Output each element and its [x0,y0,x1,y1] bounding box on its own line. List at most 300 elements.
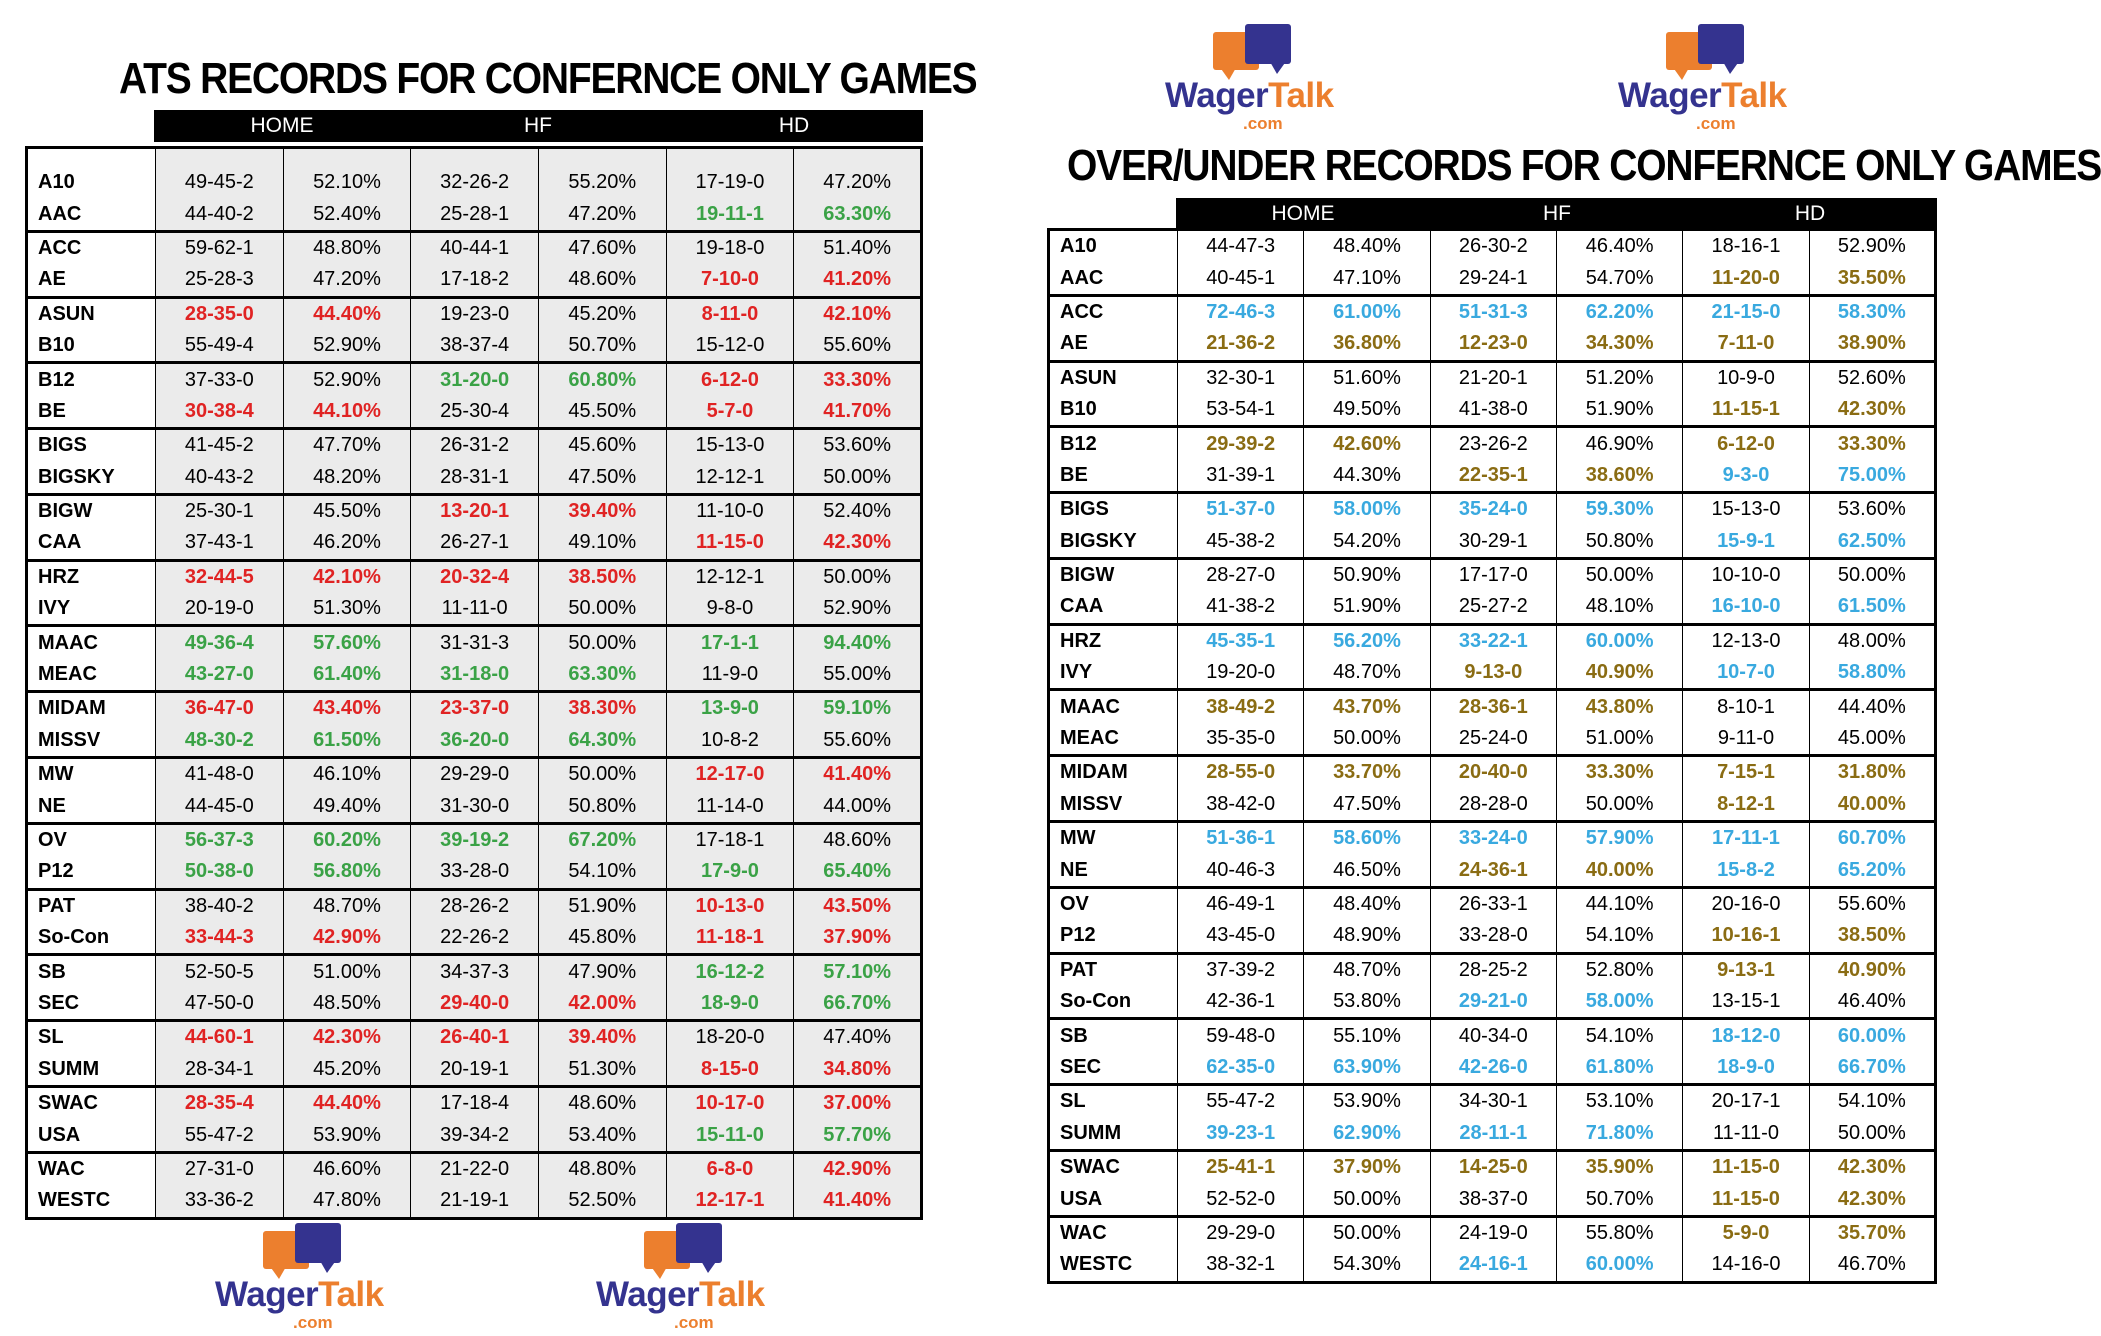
record-cell: 21-19-1 [411,1185,539,1218]
record-cell: 38-37-0 [1430,1183,1556,1216]
percent-cell: 48.80% [538,1152,666,1185]
percent-cell: 46.10% [283,758,411,791]
table-row [1049,854,1936,887]
conference-label: MISSV [1060,792,1123,815]
percent-cell: 50.70% [1556,1183,1682,1216]
table-row [27,494,922,527]
percent-cell: 42.60% [1304,427,1430,460]
table-row [27,1119,922,1152]
percent-cell: 45.50% [538,396,666,429]
table-row [27,1185,922,1218]
record-cell: 17-18-2 [411,264,539,297]
table-row [27,988,922,1021]
percent-cell: 50.00% [1304,723,1430,756]
percent-cell: 44.10% [283,396,411,429]
record-cell: 15-8-2 [1683,854,1809,887]
percent-cell: 54.10% [1556,1019,1682,1052]
record-cell: 40-45-1 [1178,262,1304,295]
table-row [1049,953,1936,986]
record-cell: 12-17-0 [666,758,794,791]
percent-cell: 50.00% [1809,558,1935,591]
record-cell: 37-33-0 [156,363,284,396]
record-cell: 29-29-0 [1178,1216,1304,1249]
record-cell: 18-9-0 [1683,1052,1809,1085]
record-cell: 40-43-2 [156,462,284,495]
percent-cell: 50.00% [1556,789,1682,822]
record-cell: 41-38-0 [1430,394,1556,427]
percent-cell: 44.30% [1304,460,1430,493]
percent-cell: 48.90% [1304,920,1430,953]
record-cell: 11-14-0 [666,790,794,823]
percent-cell: 60.70% [1809,822,1935,855]
record-cell: 35-35-0 [1178,723,1304,756]
percent-cell: 61.50% [283,725,411,758]
ou-header-hd: HD [1794,202,1826,225]
record-cell: 25-41-1 [1178,1150,1304,1183]
percent-cell: 61.80% [1556,1052,1682,1085]
percent-cell: 31.80% [1809,756,1935,789]
percent-cell: 42.90% [283,922,411,955]
record-cell: 11-18-1 [666,922,794,955]
percent-cell: 53.90% [283,1119,411,1152]
table-row [1049,1085,1936,1118]
percent-cell: 42.30% [794,527,922,560]
record-cell: 26-31-2 [411,429,539,462]
conference-label: WESTC [38,1189,111,1212]
percent-cell: 52.10% [283,148,411,199]
record-cell: 15-9-1 [1683,526,1809,559]
record-cell: 9-13-0 [1430,657,1556,690]
record-cell: 41-48-0 [156,758,284,791]
record-cell: 17-19-0 [666,148,794,199]
percent-cell: 50.00% [538,758,666,791]
percent-cell: 46.40% [1556,230,1682,263]
percent-cell: 42.00% [538,988,666,1021]
record-cell: 44-60-1 [156,1021,284,1054]
percent-cell: 63.30% [794,198,922,231]
table-row [1049,427,1936,460]
table-row [1049,1183,1936,1216]
conference-label: B12 [27,363,156,396]
percent-cell: 47.50% [1304,789,1430,822]
conference-label: NE [1060,858,1088,881]
conference-label: OV [1049,887,1178,920]
record-cell: 44-47-3 [1178,230,1304,263]
conference-label: WAC [27,1152,156,1185]
table-row [1049,493,1936,526]
record-cell: 16-10-0 [1683,591,1809,624]
record-cell: 8-10-1 [1683,690,1809,723]
percent-cell: 55.80% [1556,1216,1682,1249]
percent-cell: 40.00% [1809,789,1935,822]
conference-label: MW [27,758,156,791]
conference-label: USA [1060,1187,1103,1210]
percent-cell: 53.60% [1809,493,1935,526]
percent-cell: 37.00% [794,1086,922,1119]
percent-cell: 43.50% [794,889,922,922]
record-cell: 30-38-4 [156,396,284,429]
table-row [27,692,922,725]
percent-cell: 55.60% [1809,887,1935,920]
conference-label: CAA [1060,595,1104,618]
record-cell: 56-37-3 [156,823,284,856]
percent-cell: 61.50% [1809,591,1935,624]
table-row [27,922,922,955]
record-cell: 28-35-0 [156,297,284,330]
percent-cell: 54.70% [1556,262,1682,295]
conference-label: BIGSKY [1060,529,1137,552]
conference-label: BIGW [1049,558,1178,591]
record-cell: 10-10-0 [1683,558,1809,591]
ou-header-home: HOME [1271,202,1335,225]
table-row [27,527,922,560]
record-cell: 40-46-3 [1178,854,1304,887]
conference-label: SB [1049,1019,1178,1052]
conference-label: PAT [27,889,156,922]
conference-label: BIGS [27,429,156,462]
percent-cell: 55.20% [538,148,666,199]
table-row [27,1021,922,1054]
percent-cell: 56.80% [283,856,411,889]
record-cell: 10-8-2 [666,725,794,758]
record-cell: 29-29-0 [411,758,539,791]
conference-label: P12 [1060,924,1096,947]
percent-cell: 58.00% [1304,493,1430,526]
ats-header-hf: HF [524,114,552,137]
record-cell: 47-50-0 [156,988,284,1021]
conference-label: MEAC [1060,727,1119,750]
record-cell: 52-50-5 [156,955,284,988]
record-cell: 12-17-1 [666,1185,794,1218]
record-cell: 12-23-0 [1430,328,1556,361]
table-row [1049,657,1936,690]
record-cell: 6-8-0 [666,1152,794,1185]
percent-cell: 54.10% [1556,920,1682,953]
table-row [1049,1019,1936,1052]
record-cell: 28-11-1 [1430,1118,1556,1151]
record-cell: 11-11-0 [411,593,539,626]
percent-cell: 58.80% [1809,657,1935,690]
conference-label: SWAC [27,1086,156,1119]
record-cell: 45-35-1 [1178,624,1304,657]
record-cell: 37-43-1 [156,527,284,560]
ats-title: ATS RECORDS FOR CONFERNCE ONLY GAMES [119,55,977,104]
conference-label: ASUN [1049,361,1178,394]
percent-cell: 48.60% [538,1086,666,1119]
record-cell: 28-34-1 [156,1054,284,1087]
table-row [27,725,922,758]
percent-cell: 53.90% [1304,1085,1430,1118]
percent-cell: 53.10% [1556,1085,1682,1118]
percent-cell: 48.60% [538,264,666,297]
percent-cell: 53.60% [794,429,922,462]
percent-cell: 47.70% [283,429,411,462]
table-row [27,626,922,659]
record-cell: 25-28-1 [411,198,539,231]
record-cell: 18-16-1 [1683,230,1809,263]
record-cell: 28-36-1 [1430,690,1556,723]
record-cell: 6-12-0 [666,363,794,396]
record-cell: 49-45-2 [156,148,284,199]
percent-cell: 50.00% [794,560,922,593]
wagertalk-logo: WagerTalk .com [1165,32,1335,128]
ou-title: OVER/UNDER RECORDS FOR CONFERNCE ONLY GAMES [1067,142,2101,191]
record-cell: 25-30-1 [156,494,284,527]
table-row [1049,723,1936,756]
record-cell: 35-24-0 [1430,493,1556,526]
record-cell: 31-20-0 [411,363,539,396]
conference-label: SL [1049,1085,1178,1118]
percent-cell: 46.90% [1556,427,1682,460]
percent-cell: 52.60% [1809,361,1935,394]
record-cell: 41-38-2 [1178,591,1304,624]
record-cell: 32-30-1 [1178,361,1304,394]
record-cell: 28-31-1 [411,462,539,495]
wagertalk-logo: WagerTalk .com [215,1231,385,1327]
table-row [27,1152,922,1185]
table-row [1049,756,1936,789]
record-cell: 55-47-2 [1178,1085,1304,1118]
record-cell: 13-20-1 [411,494,539,527]
percent-cell: 63.30% [538,659,666,692]
percent-cell: 44.00% [794,790,922,823]
conference-label: BE [38,399,66,422]
table-row [27,363,922,396]
percent-cell: 37.90% [794,922,922,955]
record-cell: 17-18-1 [666,823,794,856]
record-cell: 41-45-2 [156,429,284,462]
percent-cell: 42.90% [794,1152,922,1185]
record-cell: 23-26-2 [1430,427,1556,460]
percent-cell: 53.80% [1304,986,1430,1019]
record-cell: 59-62-1 [156,231,284,264]
percent-cell: 64.30% [538,725,666,758]
percent-cell: 35.90% [1556,1150,1682,1183]
conference-label: HRZ [1049,624,1178,657]
record-cell: 44-40-2 [156,198,284,231]
record-cell: 44-45-0 [156,790,284,823]
record-cell: 39-34-2 [411,1119,539,1152]
record-cell: 11-15-0 [1683,1150,1809,1183]
record-cell: 37-39-2 [1178,953,1304,986]
conference-label: BIGS [1049,493,1178,526]
record-cell: 7-10-0 [666,264,794,297]
table-row [27,1054,922,1087]
percent-cell: 43.70% [1304,690,1430,723]
record-cell: 20-19-1 [411,1054,539,1087]
record-cell: 17-1-1 [666,626,794,659]
percent-cell: 45.00% [1809,723,1935,756]
percent-cell: 50.90% [1304,558,1430,591]
percent-cell: 47.40% [794,1021,922,1054]
percent-cell: 51.90% [1556,394,1682,427]
record-cell: 13-15-1 [1683,986,1809,1019]
conference-label: SUMM [38,1057,100,1080]
percent-cell: 65.20% [1809,854,1935,887]
percent-cell: 46.60% [283,1152,411,1185]
record-cell: 24-36-1 [1430,854,1556,887]
percent-cell: 41.70% [794,396,922,429]
record-cell: 27-31-0 [156,1152,284,1185]
record-cell: 10-7-0 [1683,657,1809,690]
record-cell: 48-30-2 [156,725,284,758]
table-row [27,264,922,297]
conference-label: IVY [38,597,71,620]
percent-cell: 42.30% [283,1021,411,1054]
ats-header-home: HOME [250,114,314,137]
table-row [1049,1216,1936,1249]
percent-cell: 46.40% [1809,986,1935,1019]
conference-label: AE [38,268,66,291]
percent-cell: 37.90% [1304,1150,1430,1183]
ou-records-table [1047,228,1937,1284]
record-cell: 30-29-1 [1430,526,1556,559]
record-cell: 20-16-0 [1683,887,1809,920]
record-cell: 19-20-0 [1178,657,1304,690]
record-cell: 18-12-0 [1683,1019,1809,1052]
conference-label: MAAC [1049,690,1178,723]
percent-cell: 49.10% [538,527,666,560]
percent-cell: 52.80% [1556,953,1682,986]
percent-cell: 40.00% [1556,854,1682,887]
percent-cell: 48.00% [1809,624,1935,657]
percent-cell: 47.50% [538,462,666,495]
record-cell: 51-36-1 [1178,822,1304,855]
percent-cell: 52.50% [538,1185,666,1218]
record-cell: 21-36-2 [1178,328,1304,361]
record-cell: 19-11-1 [666,198,794,231]
percent-cell: 38.50% [1809,920,1935,953]
percent-cell: 33.30% [794,363,922,396]
percent-cell: 38.50% [538,560,666,593]
table-row [1049,394,1936,427]
percent-cell: 51.30% [538,1054,666,1087]
table-row [1049,526,1936,559]
record-cell: 28-35-4 [156,1086,284,1119]
percent-cell: 63.90% [1304,1052,1430,1085]
record-cell: 14-25-0 [1430,1150,1556,1183]
conference-label: AE [1060,332,1088,355]
percent-cell: 67.20% [538,823,666,856]
record-cell: 7-11-0 [1683,328,1809,361]
table-row [1049,262,1936,295]
conference-label: MIDAM [27,692,156,725]
percent-cell: 44.40% [1809,690,1935,723]
percent-cell: 43.80% [1556,690,1682,723]
percent-cell: 44.10% [1556,887,1682,920]
percent-cell: 45.80% [538,922,666,955]
table-row [27,231,922,264]
table-row [27,560,922,593]
record-cell: 11-15-0 [666,527,794,560]
percent-cell: 47.60% [538,231,666,264]
record-cell: 12-12-1 [666,462,794,495]
percent-cell: 75.00% [1809,460,1935,493]
record-cell: 26-27-1 [411,527,539,560]
percent-cell: 48.50% [283,988,411,1021]
record-cell: 28-26-2 [411,889,539,922]
percent-cell: 48.70% [283,889,411,922]
conference-label: ASUN [27,297,156,330]
table-row [27,955,922,988]
percent-cell: 55.60% [794,330,922,363]
record-cell: 28-27-0 [1178,558,1304,591]
conference-label: WESTC [1060,1253,1133,1276]
percent-cell: 55.10% [1304,1019,1430,1052]
percent-cell: 49.40% [283,790,411,823]
percent-cell: 51.30% [283,593,411,626]
ats-header-hd: HD [778,114,810,137]
record-cell: 20-40-0 [1430,756,1556,789]
record-cell: 26-30-2 [1430,230,1556,263]
record-cell: 40-44-1 [411,231,539,264]
table-row [1049,822,1936,855]
chat-bubble-icon [295,1223,341,1263]
percent-cell: 59.30% [1556,493,1682,526]
record-cell: 25-28-3 [156,264,284,297]
record-cell: 28-55-0 [1178,756,1304,789]
conference-label: HRZ [27,560,156,593]
table-row [27,1086,922,1119]
record-cell: 33-28-0 [411,856,539,889]
record-cell: 29-21-0 [1430,986,1556,1019]
conference-label: B10 [38,334,75,357]
record-cell: 9-3-0 [1683,460,1809,493]
conference-label: BIGW [27,494,156,527]
record-cell: 20-32-4 [411,560,539,593]
percent-cell: 35.70% [1809,1216,1935,1249]
record-cell: 8-15-0 [666,1054,794,1087]
record-cell: 16-12-2 [666,955,794,988]
record-cell: 36-47-0 [156,692,284,725]
record-cell: 13-9-0 [666,692,794,725]
record-cell: 17-11-1 [1683,822,1809,855]
percent-cell: 52.90% [794,593,922,626]
percent-cell: 50.70% [538,330,666,363]
table-row [27,148,922,199]
percent-cell: 41.20% [794,264,922,297]
record-cell: 9-11-0 [1683,723,1809,756]
table-row [27,396,922,429]
percent-cell: 42.30% [1809,394,1935,427]
conference-label: B10 [1060,398,1097,421]
record-cell: 11-20-0 [1683,262,1809,295]
record-cell: 19-23-0 [411,297,539,330]
record-cell: 7-15-1 [1683,756,1809,789]
chat-bubble-icon [1698,24,1744,64]
percent-cell: 50.00% [1556,558,1682,591]
record-cell: 28-28-0 [1430,789,1556,822]
record-cell: 18-20-0 [666,1021,794,1054]
percent-cell: 45.20% [283,1054,411,1087]
percent-cell: 48.40% [1304,887,1430,920]
record-cell: 15-11-0 [666,1119,794,1152]
record-cell: 33-24-0 [1430,822,1556,855]
record-cell: 15-13-0 [666,429,794,462]
percent-cell: 38.90% [1809,328,1935,361]
conference-label: OV [27,823,156,856]
record-cell: 17-9-0 [666,856,794,889]
percent-cell: 71.80% [1556,1118,1682,1151]
conference-label: NE [38,794,66,817]
record-cell: 43-27-0 [156,659,284,692]
percent-cell: 46.70% [1809,1249,1935,1282]
conference-label: SUMM [1060,1121,1122,1144]
record-cell: 32-44-5 [156,560,284,593]
table-row [27,330,922,363]
table-row [1049,624,1936,657]
record-cell: 17-18-4 [411,1086,539,1119]
